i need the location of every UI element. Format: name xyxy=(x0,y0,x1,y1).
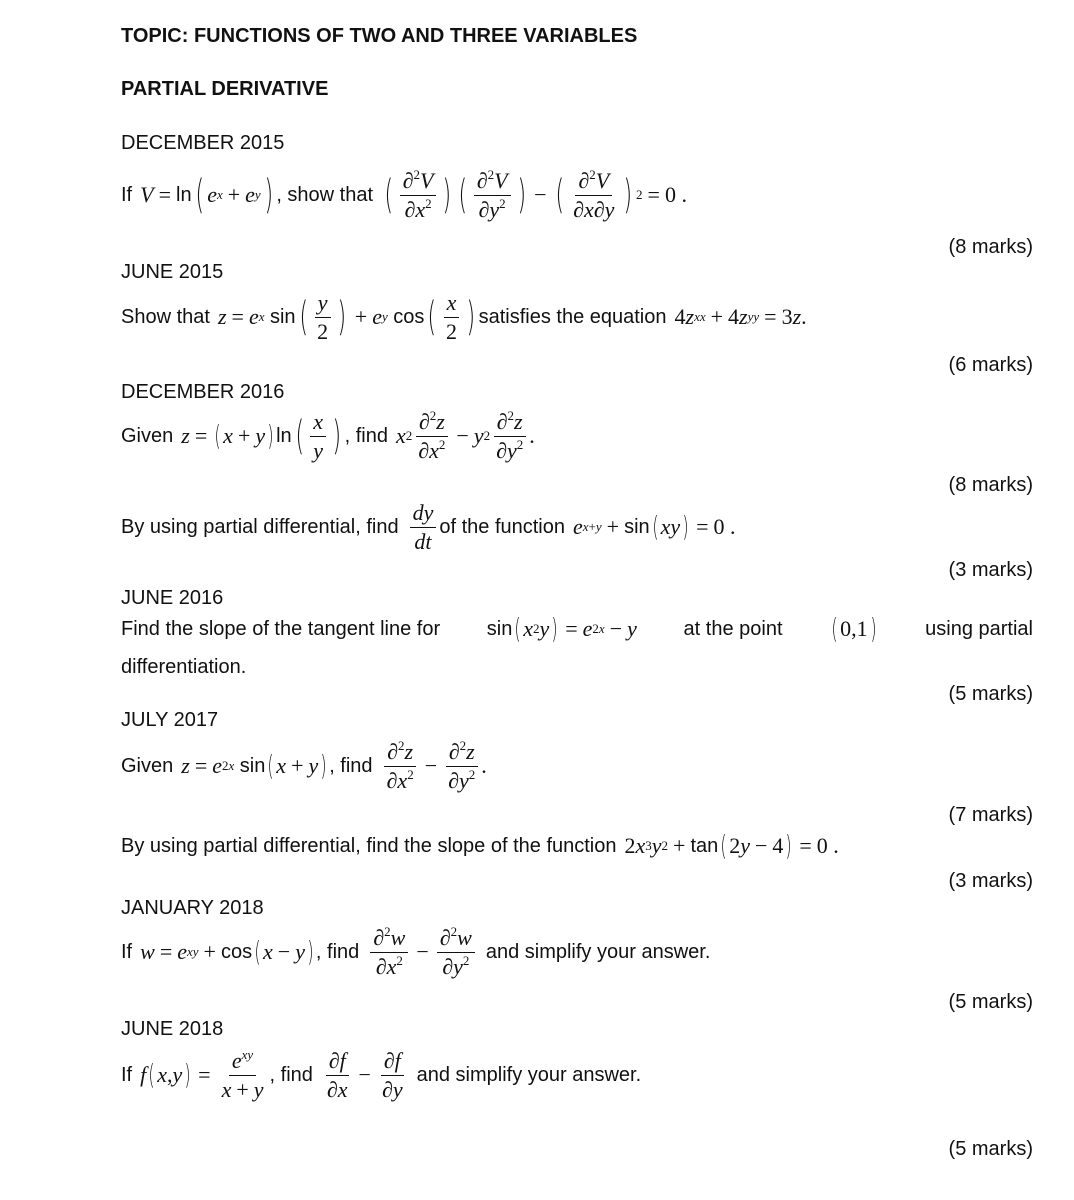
marks-q1: (8 marks) xyxy=(948,236,1033,258)
q4-formula-function: e x+y + sin ( xy ) = 0 . xyxy=(573,510,736,543)
q8-simplify: and simplify your answer. xyxy=(485,940,711,963)
question-3 xyxy=(121,408,1033,464)
q3-formula-z: z = ( x + y ) ln ( $\frac{x}{y}$ ) xyxy=(181,408,342,463)
q7-formula-function: 2 x 3 y 2 + tan ( 2 y − 4 ) = 0 . xyxy=(624,829,839,862)
q2-formula-z: z = e x sin ( $\frac{y}{2}$ ) + e y cos ( $\frac{x}{2}$ ) xyxy=(217,289,476,344)
subtopic-heading: PARTIAL DERIVATIVE xyxy=(121,78,329,100)
marks-q8: (5 marks) xyxy=(948,991,1033,1013)
q6-find: , find xyxy=(329,754,373,777)
q4-formula-dydt: $\frac{dy}{dt}$ xyxy=(407,501,440,554)
session-jun-2016: JUNE 2016 xyxy=(121,587,224,609)
question-2 xyxy=(121,290,1033,344)
q1-if: If xyxy=(121,183,133,206)
question-5 xyxy=(121,612,1033,646)
question-8 xyxy=(121,924,1033,980)
q9-if: If xyxy=(121,1063,133,1086)
q8-formula-target: $\frac{\partial^2w}{\partial x^2}$ − $\frac{\partial^2w}{\partial y^2}$ xyxy=(367,926,478,979)
marks-q5: (5 marks) xyxy=(948,683,1033,705)
question-4 xyxy=(121,499,1033,555)
q5-using-partial: using partial xyxy=(925,617,1033,640)
q6-formula-target: $\frac{\partial^2z}{\partial x^2}$ − $\frac{\partial^2z}{\partial y^2}$ . xyxy=(381,740,487,793)
marks-q4: (3 marks) xyxy=(948,559,1033,581)
marks-q7: (3 marks) xyxy=(948,870,1033,892)
session-dec-2016: DECEMBER 2016 xyxy=(121,381,285,403)
marks-q2: (6 marks) xyxy=(948,354,1033,376)
q8-formula-w: w = e xy + cos ( x − y ) xyxy=(140,935,314,968)
topic-heading: TOPIC: FUNCTIONS OF TWO AND THREE VARIABLES xyxy=(121,25,638,47)
q1-formula-v: V = ln ( e x + e y ) xyxy=(140,172,273,218)
question-1 xyxy=(121,164,1033,226)
q5-find-slope: Find the slope of the tangent line for xyxy=(121,617,441,640)
session-jun-2015: JUNE 2015 xyxy=(121,261,224,283)
q5-formula-curve: sin ( x 2 y ) = e 2x − y xyxy=(486,612,637,645)
q9-formula-f: f ( x , y ) = $\frac{e^{xy}}{x + y}$ xyxy=(140,1046,264,1102)
q2-show-that: Show that xyxy=(121,305,210,328)
q5-formula-point: ( 0,1 ) xyxy=(831,612,877,645)
q3-formula-target: x 2 $\frac{\partial^2z}{\partial x^2}$ − y 2 $\frac{\partial^2z}{\partial y^2}$ . xyxy=(395,407,535,463)
q4-by-partial: By using partial differential, find xyxy=(121,515,399,538)
marks-q6: (7 marks) xyxy=(948,804,1033,826)
session-dec-2015: DECEMBER 2015 xyxy=(121,132,285,154)
q6-formula-z: z = e 2x sin ( x + y ) xyxy=(181,749,327,782)
q9-find: , find xyxy=(269,1063,313,1086)
q2-formula-equation: 4 z xx + 4 z yy = 3 z . xyxy=(674,304,807,329)
session-jul-2017: JULY 2017 xyxy=(121,709,219,731)
q1-formula-identity: ( $\frac{\partial^2V}{\partial x^2}$ ) ( $\frac{\partial^2V}{\partial y^2}$ ) − ( $\frac{\partial^2V}{\partial x\partial y}$ ) 2 = 0 . xyxy=(384,166,687,222)
question-6 xyxy=(121,738,1033,794)
session-jan-2018: JANUARY 2018 xyxy=(121,897,264,919)
q7-find-slope: By using partial differential, find the slope of the function xyxy=(121,834,617,857)
question-7 xyxy=(121,830,1033,862)
q8-if: If xyxy=(121,940,133,963)
q5-differentiation: differentiation. xyxy=(121,656,247,678)
q9-formula-target: $\frac{\partial f}{\partial x}$ − $\frac{\partial f}{\partial y}$ xyxy=(326,1047,403,1102)
q1-show-that: , show that xyxy=(276,183,374,206)
q3-given: Given xyxy=(121,424,174,447)
marks-q3: (8 marks) xyxy=(948,474,1033,496)
q4-of-function: of the function xyxy=(439,515,565,538)
q2-satisfies: satisfies the equation xyxy=(478,305,667,328)
q8-find: , find xyxy=(315,940,360,963)
marks-q9: (5 marks) xyxy=(948,1138,1033,1160)
question-9 xyxy=(121,1046,1033,1104)
q3-find: , find xyxy=(344,424,388,447)
q5-at-point: at the point xyxy=(683,617,783,640)
q9-simplify: and simplify your answer. xyxy=(416,1063,642,1086)
q6-given: Given xyxy=(121,754,174,777)
session-jun-2018: JUNE 2018 xyxy=(121,1018,224,1040)
